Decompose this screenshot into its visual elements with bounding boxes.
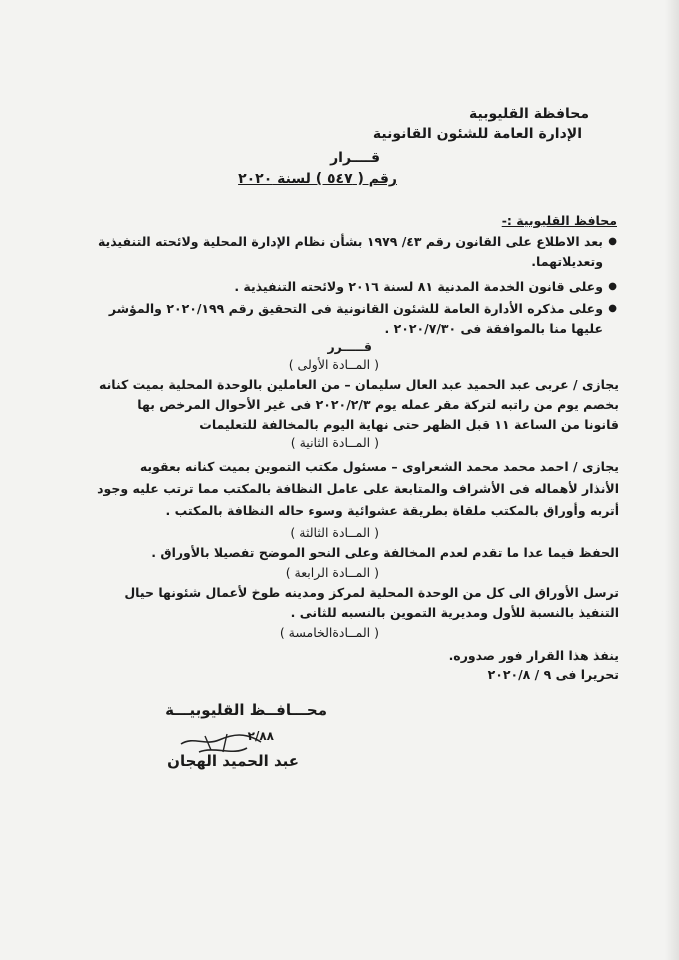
decides-word: قـــــرر <box>327 339 372 354</box>
issuer-heading: محافظ القليوبية :- <box>501 213 617 228</box>
bullet-icon: ● <box>608 236 617 247</box>
article-4-title: ( المــادة الرابعة ) <box>285 565 379 580</box>
preamble-bullet-3-line-2: عليها منا بالموافقة فى ٢٠٢٠/٧/٣٠ . <box>384 321 603 336</box>
handwritten-date: ٢/٨٨ <box>247 729 274 743</box>
article-4-line-1: ترسل الأوراق الى كل من الوحدة المحلية لمركز ومدينه طوخ لأعمال شئونها حيال <box>124 585 619 600</box>
article-5-title: ( المــادةالخامسة ) <box>279 625 379 640</box>
article-4-line-2: التنفيذ بالنسبة للأول ومديرية التموين بالنسبه للثانى . <box>290 605 619 620</box>
preamble-bullet-3-line-1: وعلى مذكره الأدارة العامة للشئون القانونية فى التحقيق رقم ٢٠٢٠/١٩٩ والمؤشر <box>108 301 603 316</box>
signatory-name: عبد الحميد الهجان <box>167 752 299 770</box>
decision-word: قــــرار <box>330 150 380 166</box>
article-3-line-1: الحفظ فيما عدا ما تقدم لعدم المخالفة وعلى النحو الموضح تفصيلا بالأوراق . <box>151 545 619 560</box>
article-1-title: ( المــادة الأولى ) <box>288 357 379 372</box>
preamble-bullet-1-line-1: بعد الاطلاع على القانون رقم ٤٣/ ١٩٧٩ بشأن نظام الإدارة المحلية ولائحته التنفيذية <box>97 234 603 249</box>
bullet-icon: ● <box>608 303 617 314</box>
governorate-name: محافظة القليوبية <box>469 106 589 122</box>
article-1-line-1: يجازى / عربى عبد الحميد عبد العال سليمان – من العاملين بالوحدة المحلية بميت كنانه <box>98 377 619 392</box>
article-2-line-3: أتربه وأوراق بالمكتب ملقاة بطريقة عشوائية وسوء حاله النظافة بالمكتب . <box>165 503 619 518</box>
article-2-line-1: يجازى / احمد محمد محمد الشعراوى – مسئول مكتب التموين بميت كنانه بعقوبه <box>139 459 619 474</box>
issue-date: تحريرا فى ٩ / ٢٠٢٠/٨ <box>487 667 619 682</box>
article-1-line-3: قانونا من الساعة ١١ قبل الظهر حتى نهاية اليوم بالمخالفة للتعليمات <box>199 417 619 432</box>
article-1-line-2: بخصم يوم من راتبه لتركة مقر عمله يوم ٢٠٢٠/٢/٣ فى غير الأحوال المرخص بها <box>137 397 619 412</box>
article-5-line-1: ينفذ هذا القرار فور صدوره. <box>448 648 619 663</box>
preamble-bullet-1-line-2: وتعديلاتهما. <box>531 254 603 269</box>
article-2-title: ( المــادة الثانية ) <box>290 435 379 450</box>
department-name: الإدارة العامة للشئون القانونية <box>372 126 582 142</box>
article-2-line-2: الأنذار لأهماله فى الأشراف والمتابعة على عامل النظافة بالمكتب مما ترتب عليه وجود <box>97 481 619 496</box>
decision-number: رقم ( ٥٤٧ ) لسنة ٢٠٢٠ <box>238 171 397 187</box>
bullet-icon: ● <box>608 281 617 292</box>
preamble-bullet-2: وعلى قانون الخدمة المدنية ٨١ لسنة ٢٠١٦ ولائحته التنفيذية . <box>234 279 603 294</box>
page-edge-shadow <box>665 0 679 960</box>
signatory-title: محـــافــظ القليوبيـــة <box>165 701 327 719</box>
article-3-title: ( المــادة الثالثة ) <box>290 525 379 540</box>
